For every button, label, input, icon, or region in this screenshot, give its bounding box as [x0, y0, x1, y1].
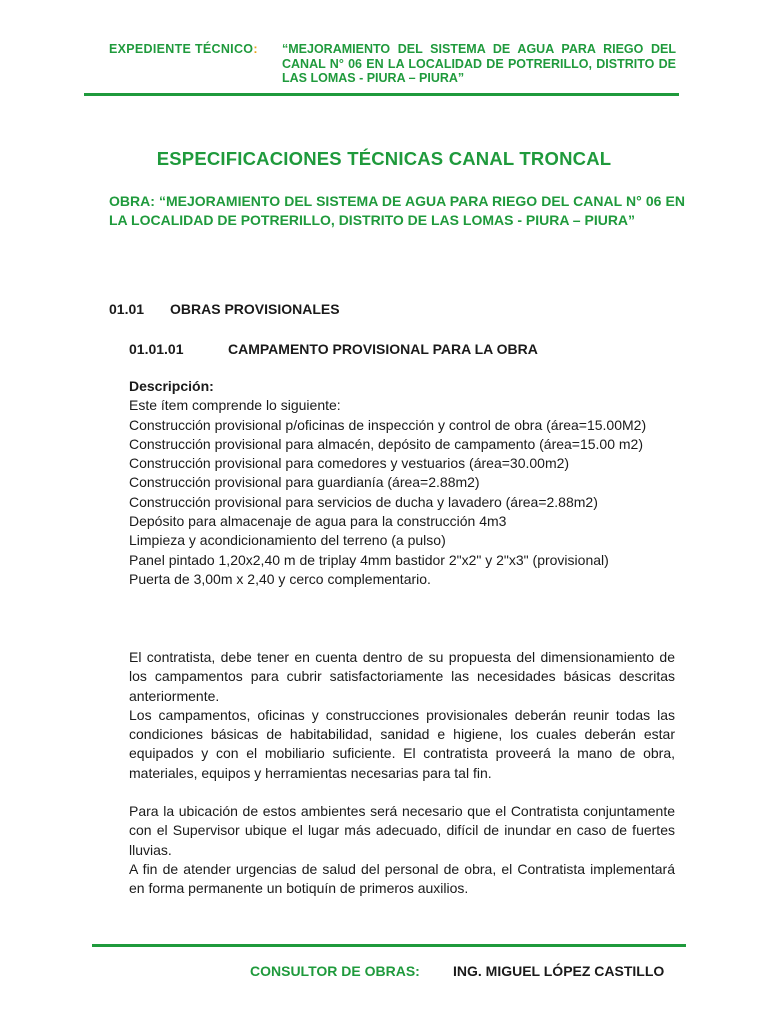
paragraph: Los campamentos, oficinas y construcciones provisionales deberán reunir todas las condiciones básicas de habitabilidad, sanidad e higiene, los cuales deberán estar equipados y con el mobiliario suficiente. El contratista proveerá la mano de obra, materiales, equipos y herramientas necesarias para tal fin. — [129, 706, 675, 781]
section-number: 01.01 — [109, 301, 145, 317]
list-item: Depósito para almacenaje de agua para la construcción 4m3 — [129, 513, 507, 530]
footer-consultant-name: ING. MIGUEL LÓPEZ CASTILLO — [453, 963, 665, 979]
list-item: Construcción provisional para comedores y vestuarios (área=30.00m2) — [129, 455, 570, 472]
description-intro: Este ítem comprende lo siguiente: — [129, 397, 341, 414]
paragraph: Para la ubicación de estos ambientes será necesario que el Contratista conjuntamente con el Supervisor ubique el lugar más adecuado, difícil de inundar en caso de fuertes lluvias. — [129, 803, 675, 858]
header-divider — [84, 93, 679, 96]
header-label-text: EXPEDIENTE TÉCNICO — [109, 42, 254, 56]
list-item: Construcción provisional para almacén, depósito de campamento (área=15.00 m2) — [129, 435, 644, 452]
header-colon: : — [253, 42, 258, 56]
description-label: Descripción: — [129, 378, 214, 394]
paragraph-group-1 — [129, 648, 675, 783]
list-item: Construcción provisional para guardianía (área=2.88m2) — [129, 474, 480, 491]
paragraph: El contratista, debe tener en cuenta dentro de su propuesta del dimensionamiento de los campamentos para cubrir satisfactoriamente las necesidades básicas descritas anteriormente. — [129, 649, 675, 704]
footer-label: CONSULTOR DE OBRAS: — [250, 963, 420, 979]
header-project-title: “MEJORAMIENTO DEL SISTEMA DE AGUA PARA RIEGO DEL CANAL N° 06 EN LA LOCALIDAD DE POTRERILLO, DISTRITO DE LAS LOMAS - PIURA – PIURA” — [282, 42, 676, 85]
list-item: Construcción provisional p/oficinas de inspección y control de obra (área=15.00M2) — [129, 416, 647, 433]
obra-title: OBRA: “MEJORAMIENTO DEL SISTEMA DE AGUA PARA RIEGO DEL CANAL N° 06 EN LA LOCALIDAD DE POTRERILLO, DISTRITO DE LAS LOMAS - PIURA – PIURA” — [109, 193, 685, 228]
paragraph: A fin de atender urgencias de salud del personal de obra, el Contratista implementará en forma permanente un botiquín de primeros auxilios. — [129, 860, 675, 897]
subsection-number: 01.01.01 — [129, 341, 184, 357]
footer-divider — [92, 944, 686, 947]
list-item: Puerta de 3,00m x 2,40 y cerco complementario. — [129, 570, 431, 587]
subsection-title: CAMPAMENTO PROVISIONAL PARA LA OBRA — [228, 341, 538, 357]
description-block — [129, 377, 675, 589]
list-item: Limpieza y acondicionamiento del terreno (a pulso) — [129, 532, 446, 549]
paragraph-group-2 — [129, 802, 675, 898]
list-item: Construcción provisional para servicios de ducha y lavadero (área=2.88m2) — [129, 493, 598, 510]
section-title: OBRAS PROVISIONALES — [170, 301, 340, 317]
header-label — [109, 42, 258, 56]
list-item: Panel pintado 1,20x2,40 m de triplay 4mm bastidor 2"x2" y 2"x3" (provisional) — [129, 551, 609, 568]
page-title: ESPECIFICACIONES TÉCNICAS CANAL TRONCAL — [156, 148, 612, 169]
